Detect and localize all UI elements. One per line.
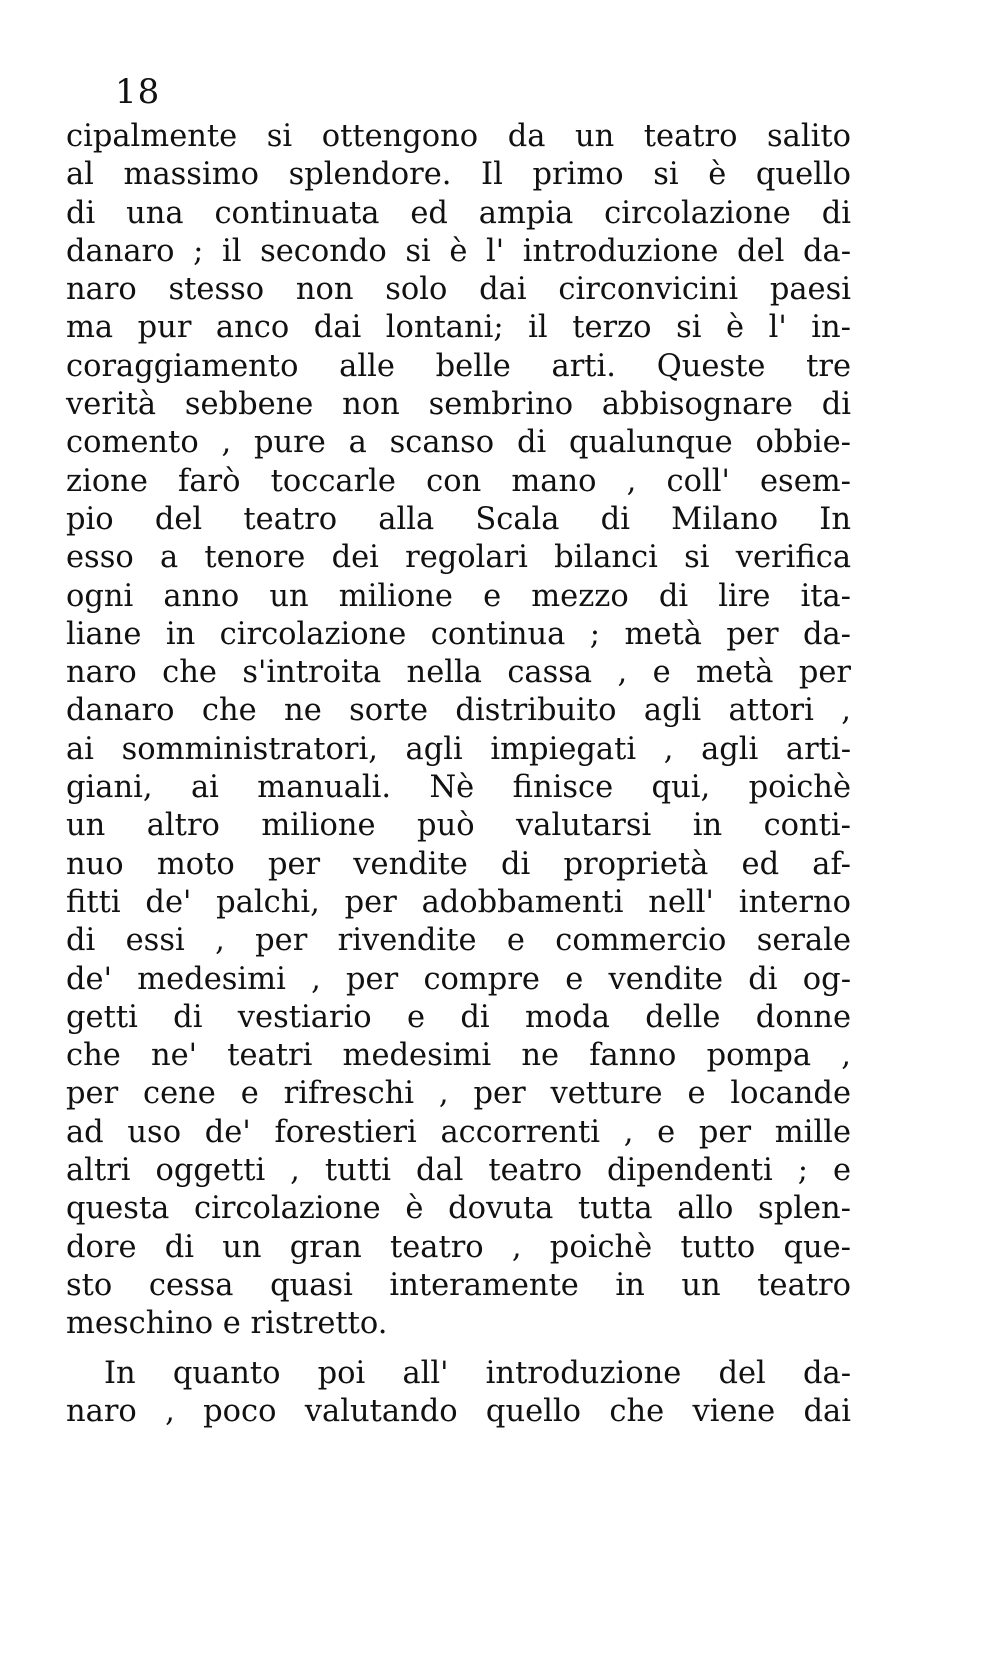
text-line: altri oggetti , tutti dal teatro dipendenti ; e (66, 1153, 851, 1189)
text-line: ad uso de' forestieri accorrenti , e per mille (66, 1114, 851, 1150)
text-line: ogni anno un milione e mezzo di lire ita- (66, 578, 851, 614)
text-line: ma pur anco dai lontani; il terzo si è l' in- (66, 310, 851, 346)
text-line: ai somministratori, agli impiegati , agli arti- (66, 731, 851, 767)
text-line: esso a tenore dei regolari bilanci si verifica (66, 540, 851, 576)
text-line: per cene e rifreschi , per vetture e locande (66, 1076, 851, 1112)
text-line: fitti de' palchi, per adobbamenti nell' interno (66, 884, 851, 920)
text-line: sto cessa quasi interamente in un teatro (66, 1267, 851, 1303)
text-line: coraggiamento alle belle arti. Queste tre (66, 348, 851, 384)
text-line: verità sebbene non sembrino abbisognare di (66, 387, 851, 423)
text-line: un altro milione può valutarsi in conti- (66, 808, 851, 844)
text-line: naro che s'introita nella cassa , e metà per (66, 655, 851, 691)
paragraph-gap (66, 1344, 851, 1355)
text-line: naro , poco valutando quello che viene dai (66, 1393, 851, 1429)
text-line: de' medesimi , per compre e vendite di og- (66, 961, 851, 997)
text-line: getti di vestiario e di moda delle donne (66, 999, 851, 1035)
text-line: nuo moto per vendite di proprietà ed af- (66, 846, 851, 882)
text-line: cipalmente si ottengono da un teatro salito (66, 119, 851, 154)
body-text (66, 118, 851, 1431)
paragraph-2 (66, 1355, 851, 1432)
text-line: danaro che ne sorte distribuito agli attori , (66, 693, 851, 729)
text-line: meschino e ristretto. (66, 1306, 388, 1342)
text-line: naro stesso non solo dai circonvicini paesi (66, 272, 851, 308)
page-number: 18 (115, 72, 161, 112)
text-line: giani, ai manuali. Nè finisce qui, poichè (66, 770, 851, 806)
text-line: liane in circolazione continua ; metà per da- (66, 616, 851, 652)
text-line: che ne' teatri medesimi ne fanno pompa , (66, 1038, 851, 1074)
text-line: di essi , per rivendite e commercio serale (66, 923, 851, 959)
text-line: dore di un gran teatro , poichè tutto que- (66, 1229, 851, 1265)
text-line: questa circolazione è dovuta tutta allo splen- (66, 1191, 851, 1227)
text-line: comento , pure a scanso di qualunque obbie- (66, 425, 851, 461)
text-line: danaro ; il secondo si è l' introduzione del da- (66, 233, 851, 269)
text-line: zione farò toccarle con mano , coll' esem- (66, 463, 851, 499)
text-line: al massimo splendore. Il primo si è quello (66, 157, 851, 193)
paragraph-1 (66, 118, 851, 1344)
text-line: pio del teatro alla Scala di Milano In (66, 501, 851, 537)
text-line: di una continuata ed ampia circolazione di (66, 195, 851, 231)
text-line: In quanto poi all' introduzione del da- (104, 1355, 851, 1391)
